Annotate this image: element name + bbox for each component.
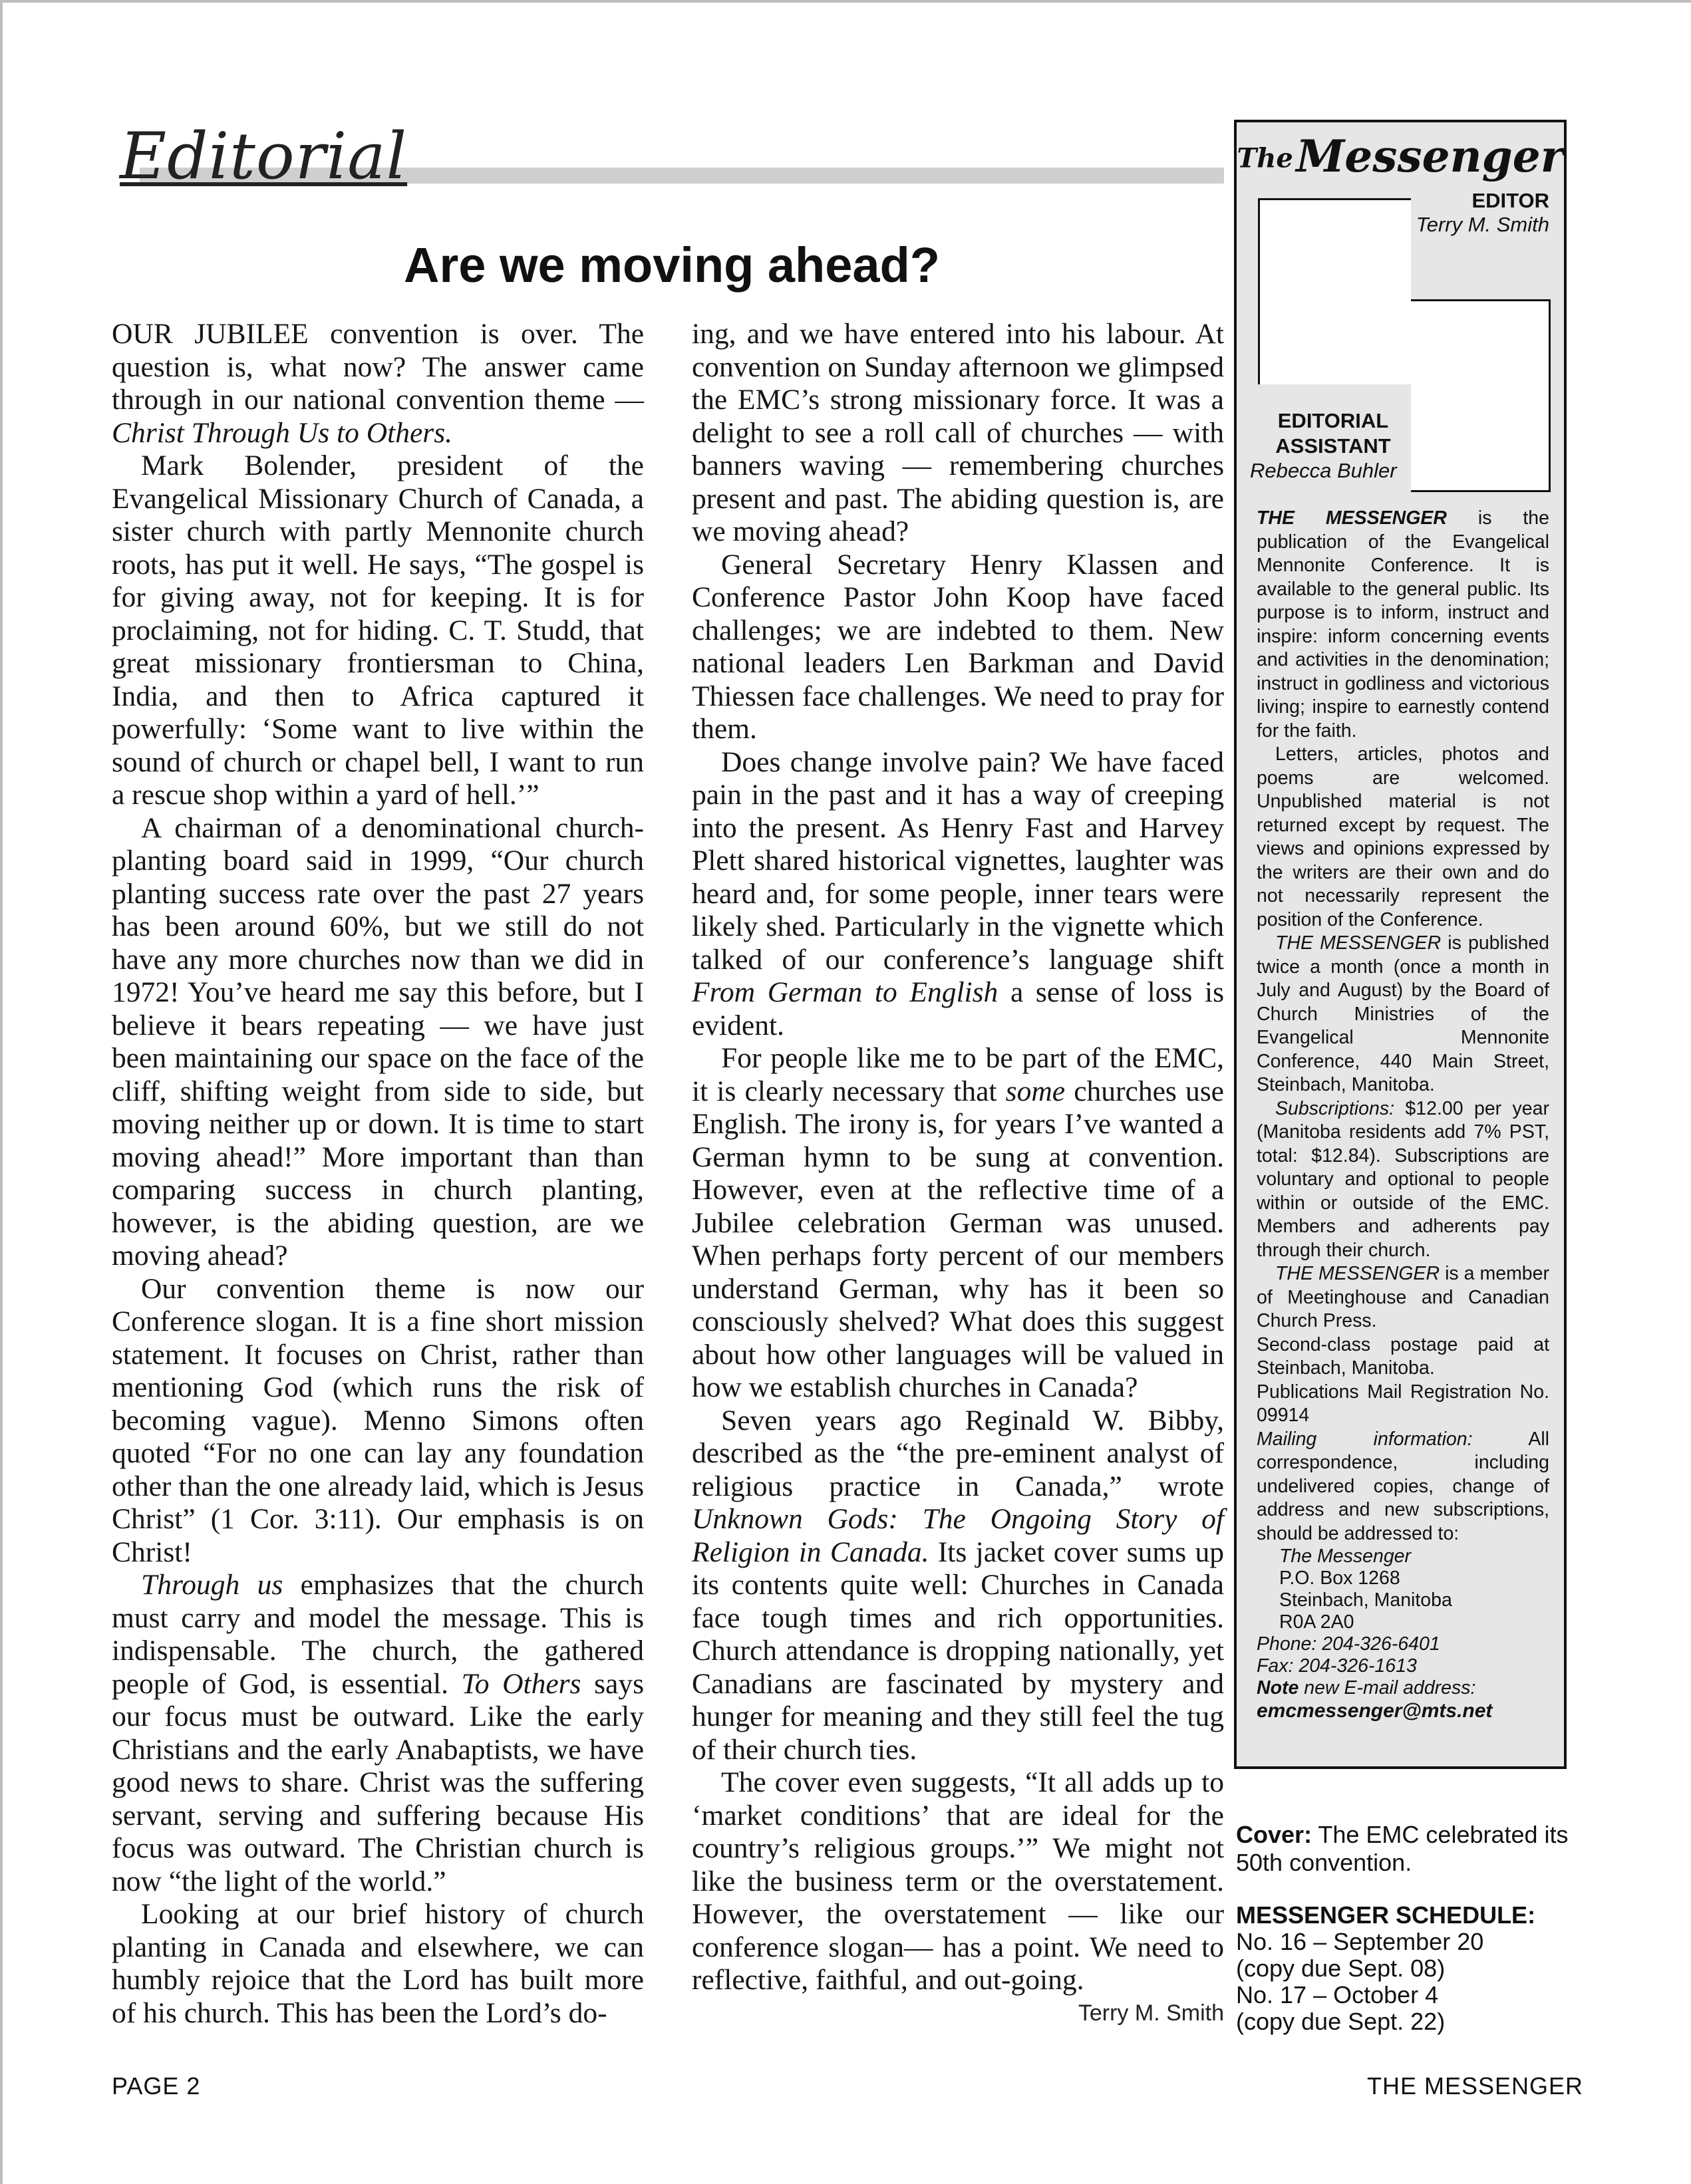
paragraph <box>112 1569 644 1898</box>
text-run: THE MESSENGER <box>1275 1263 1440 1284</box>
email-address[interactable]: emcmessenger@mts.net <box>1257 1700 1493 1722</box>
email-note-text: new E-mail address: <box>1299 1677 1476 1699</box>
paragraph <box>692 318 1224 549</box>
schedule-title: MESSENGER SCHEDULE: <box>1236 1901 1536 1929</box>
paragraph <box>1257 507 1549 743</box>
text-run: Seven years ago Reginald W. Bibby, described as the “the pre-eminent analyst of religious practice in Canada,” wrote <box>692 1404 1224 1502</box>
masthead-body <box>1257 507 1549 1723</box>
paragraph <box>1257 1381 1549 1428</box>
email-note-label: Note <box>1257 1677 1299 1699</box>
schedule-line: No. 17 – October 4 <box>1236 1981 1439 2008</box>
text-run: Its jacket cover sums up its contents quite well: Churches in Canada face tough times and rich opportunities. Church attendance is dropping nationally, yet Canadians are fascinated by mystery and hunger for meaning and they still feel the tug of their church ties. <box>692 1536 1224 1766</box>
address-line: The Messenger <box>1279 1546 1412 1567</box>
cover-text: The EMC celebrated its 50th convention. <box>1236 1821 1569 1876</box>
text-run: emphasizes that the church must carry and model the message. This is indispensable. The church, the gathered people of God, is essential. <box>112 1569 645 1700</box>
paragraph <box>692 1042 1224 1405</box>
address-line: Steinbach, Manitoba <box>1279 1589 1452 1611</box>
text-run: All correspondence, including undelivered copies, change of address and new subscriptions, should be addressed to: <box>1257 1428 1549 1544</box>
paragraph <box>692 1405 1224 1767</box>
mailing-address <box>1257 1546 1549 1633</box>
text-run: From German to English <box>692 976 999 1008</box>
assistant-label-line-2: ASSISTANT <box>1275 434 1391 458</box>
article-column-left <box>112 318 644 2030</box>
cover-note <box>1236 1821 1582 1877</box>
text-run: For people like me to be part of the EMC, it is clearly necessary that <box>692 1042 1224 1107</box>
text-run: Does change involve pain? We have faced pain in the past and it has a way of creeping into the present. As Henry Fast and Harvey Plett shared historical vignettes, laughter was heard and, for some people, inner tears were likely shed. Particularly in the vignette which talked of our conference’s language shift <box>692 746 1224 976</box>
paragraph <box>1257 743 1549 932</box>
text-run: THE MESSENGER <box>1257 507 1448 529</box>
paragraph <box>112 812 644 1273</box>
paragraph <box>112 1273 644 1570</box>
text-run: Letters, articles, photos and poems are welcomed. Unpublished material is not returned except by request. The views and opinions expressed by the writers are their own and do not necessarily represent the position of the Conference. <box>1257 744 1549 930</box>
assistant-label <box>1257 408 1410 459</box>
text-run: Looking at our brief history of church planting in Canada and elsewhere, we can humbly rejoice that the Lord has built more of his church. This has been the Lord’s do- <box>112 1898 644 2029</box>
text-run: $12.00 per year (Manitoba residents add 7% PST, total: $12.84). Subscriptions are voluntary and optional to people within or outside of the EMC. Members and adherents pay through their church. <box>1257 1097 1549 1261</box>
text-run: says our focus must be outward. Like the early Christians and the early Anabaptists, we have good news to share. Christ was the suffering servant, serving and suffering because His focus was outward. The Christian church is now “the light of the world.” <box>112 1667 644 1897</box>
text-run: General Secretary Henry Klassen and Conference Pastor John Koop have faced challenges; we are indebted to them. New national leaders Len Barkman and David Thiessen face challenges. We need to pray for them. <box>692 548 1224 745</box>
masthead-title-the: The <box>1237 142 1293 174</box>
publication-name: THE MESSENGER <box>1366 2072 1583 2100</box>
page-left-edge <box>0 0 3 2184</box>
author-signature: Terry M. Smith <box>1078 2000 1224 2026</box>
fax: Fax: 204-326-1613 <box>1257 1655 1417 1677</box>
paragraph <box>1257 932 1549 1097</box>
text-run: Publications Mail Registration No. 09914 <box>1257 1381 1549 1426</box>
text-run: Mark Bolender, president of the Evangelical Missionary Church of Canada, a sister church with partly Mennonite church roots, has put it well. He says, “The gospel is for giving away, not for keeping. It is for proclaiming, not for hiding. C. T. Studd, that great missionary frontiersman to China, India, and then to Africa captured it powerfully: ‘Some want to live within the sound of church or chapel bell, I want to run a rescue shop within a yard of hell.’” <box>112 450 644 811</box>
phone: Phone: 204-326-6401 <box>1257 1633 1440 1655</box>
text-run: The cover even suggests, “It all adds up to ‘market conditions’ that are ideal for the country’s religious groups.’” We might not like the business term or the overstatement. However, the overstatement — like our conference slogan— has a point. We need to reflective, faithful, and out-going. <box>692 1766 1224 1996</box>
masthead-title-name: Messenger <box>1296 130 1564 182</box>
text-run: OUR JUBILEE convention is over. The question is, what now? The answer came through in our national convention theme — <box>112 318 644 416</box>
text-run: is the publication of the Evangelical Mennonite Conference. It is available to the general public. Its purpose is to inform, instruct and inspire: inform concerning events and activities in the denomination; instruct in godliness and victorious living; inspire to earnestly contend for the faith. <box>1257 507 1549 742</box>
headline: Are we moving ahead? <box>404 237 940 293</box>
text-run: some <box>1005 1075 1066 1107</box>
text-run: is published twice a month (once a month in July and August) by the Board of Church Ministries of the Evangelical Mennonite Conference, 440 Main Street, Steinbach, Manitoba. <box>1257 932 1549 1095</box>
text-run: Subscriptions: <box>1275 1097 1395 1119</box>
paragraph <box>112 1898 644 2030</box>
text-run: Through us <box>141 1569 283 1601</box>
paragraph <box>1257 1333 1549 1381</box>
text-run: Unknown Gods: The Ongoing Story of Religion in Canada. <box>692 1503 1224 1568</box>
page-number: PAGE 2 <box>112 2072 201 2100</box>
schedule-line: (copy due Sept. 08) <box>1236 1955 1446 1982</box>
text-run: a sense of loss is evident. <box>692 976 1224 1041</box>
messenger-schedule <box>1236 1902 1582 2035</box>
schedule-line: No. 16 – September 20 <box>1236 1928 1484 1955</box>
paragraph <box>112 318 644 450</box>
assistant-photo-frame <box>1411 299 1551 492</box>
text-run: Second-class postage paid at Steinbach, Manitoba. <box>1257 1333 1549 1379</box>
cover-label: Cover: <box>1236 1821 1312 1848</box>
page-top-edge <box>0 0 1691 3</box>
masthead-paragraphs <box>1257 507 1549 1546</box>
text-run: churches use English. The irony is, for years I’ve wanted a German hymn to be sung at convention. However, even at the reflective time of a Jubilee celebration German was unused. When perhaps forty percent of our members understand German, why has it been so consciously shelved? What does this suggest about how other languages will be valued in how we establish churches in Canada? <box>692 1075 1224 1403</box>
assistant-name: Rebecca Buhler <box>1250 459 1397 482</box>
paragraph <box>692 1766 1224 1997</box>
paragraph <box>1257 1097 1549 1263</box>
text-run: Mailing information: <box>1257 1428 1473 1450</box>
paragraph <box>692 549 1224 746</box>
text-run: is a member of Meetinghouse and Canadian Church Press. <box>1257 1263 1549 1331</box>
address-line: P.O. Box 1268 <box>1279 1568 1400 1589</box>
address-line: R0A 2A0 <box>1279 1611 1354 1633</box>
schedule-line: (copy due Sept. 22) <box>1236 2008 1446 2035</box>
text-run: ing, and we have entered into his labour. At convention on Sunday afternoon we glimpsed the EMC’s strong missionary force. It was a delight to see a roll call of churches — with banners waving — remembering churches present and past. The abiding question is, are we moving ahead? <box>692 318 1224 547</box>
editor-label: EDITOR <box>1471 189 1549 212</box>
text-run: THE MESSENGER <box>1275 932 1442 954</box>
editor-name: Terry M. Smith <box>1416 213 1549 236</box>
paragraph <box>112 450 644 812</box>
editorial-logo-text: Editorial <box>120 119 408 194</box>
editor-photo-frame <box>1258 198 1411 384</box>
masthead-title <box>1237 130 1564 182</box>
masthead-box <box>1234 120 1567 1769</box>
text-run: Our convention theme is now our Conference slogan. It is a fine short mission statement. It focuses on Christ, rather than mentioning God (which runs the risk of becoming vague). Menno Simons often quoted “For no one can lay any foundation other than the one already laid, which is Jesus Christ” (1 Cor. 3:11). Our emphasis is on Christ! <box>112 1272 644 1568</box>
article-column-middle <box>692 318 1224 1997</box>
text-run: To Others <box>461 1667 581 1700</box>
assistant-label-line-1: EDITORIAL <box>1277 409 1389 432</box>
paragraph <box>692 746 1224 1043</box>
text-run: A chairman of a denominational church-planting board said in 1999, “Our church planting success rate over the past 27 years has been around 60%, but we still do not have any more churches now than we did in 1972! You’ve heard me say this before, but I believe it bears repeating — we have just been maintaining our space on the face of the cliff, shifting weight from side to side, but moving neither up or down. It is time to start moving ahead!” More important than than comparing success in church planting, however, is the abiding question, are we moving ahead? <box>112 811 644 1272</box>
editorial-logo <box>120 106 407 206</box>
email-note <box>1257 1677 1549 1699</box>
paragraph <box>1257 1262 1549 1333</box>
text-run: Christ Through Us to Others. <box>112 416 453 449</box>
paragraph <box>1257 1428 1549 1546</box>
